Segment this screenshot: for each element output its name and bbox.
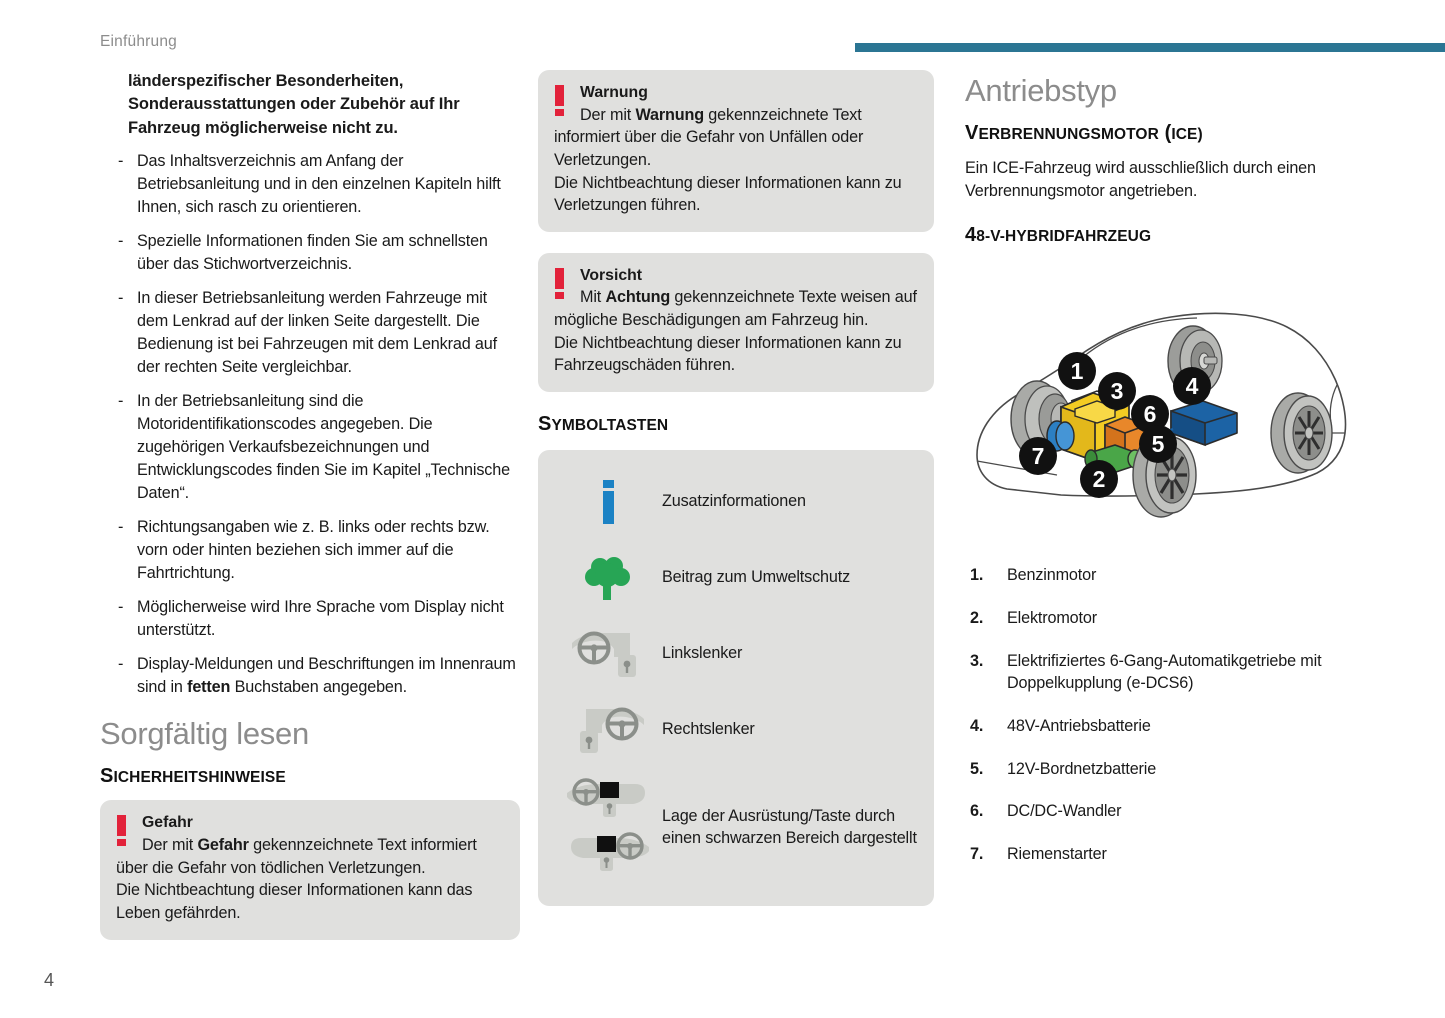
alert-body-prefix: Der mit [580,105,636,124]
component-list [965,564,1365,865]
column-one [100,70,520,961]
page-number: 4 [44,970,55,990]
lead-paragraph: länderspezifischer Besonderheiten, Sonderausstattungen oder Zubehör auf Ihr Fahrzeug möglicherweise nicht zu. [128,72,460,137]
svg-text:7: 7 [1031,443,1045,470]
svg-text:6: 6 [1143,401,1157,428]
exclamation-icon [555,85,564,116]
list-item-text: Riemenstarter [1007,845,1107,864]
legend-label: Zusatzinformationen [662,492,806,511]
ice-paragraph: Ein ICE-Fahrzeug wird ausschließlich durch einen Verbrennungsmotor angetrieben. [965,159,1316,200]
alert-body-suffix: gekennzeichnete Texte weisen auf mögliche Beschädigungen am Fahrzeug hin. [554,288,917,330]
subsection-ice: VERBRENNUNGSMOTOR (ICE) [965,122,1203,145]
list-item [100,653,520,699]
alert-body-suffix: gekennzeichnete Text informiert über die Gefahr von tödlichen Verletzungen. [116,835,477,877]
list-item [965,715,1365,738]
list-item-text: DC/DC-Wandler [1007,802,1122,821]
list-item [100,230,520,276]
legend-label: Lage der Ausrüstung/Taste durch einen schwarzen Bereich dargestellt [662,807,917,848]
list-item-text: Richtungsangaben wie z. B. links oder rechts bzw. vorn oder hinten beziehen sich immer auf die Fahrtrichtung. [137,518,490,583]
list-number: 2. [970,609,984,628]
rear-wheel [1271,393,1332,473]
list-item [100,150,520,219]
list-item-text: In der Betriebsanleitung sind die Motoridentifikationscodes angegeben. Die zugehörigen Verkaufsbezeichnungen und Entwicklungscodes finden Sie im Kapitel „Technische Daten“. [137,392,510,503]
alert-body [554,286,918,377]
alert-body-line2: Die Nichtbeachtung dieser Informationen kann das Leben gefährden. [116,881,473,922]
dash-marker: - [118,289,124,308]
legend-row-rhd [554,692,918,768]
callout-3 [1098,372,1136,410]
steering-wheel-left-icon [554,627,662,681]
alert-body-suffix: gekennzeichnete Text informiert über die Gefahr von Unfällen oder Verletzungen. [554,105,864,169]
alert-body [116,834,504,925]
alert-body-bold: Gefahr [197,835,249,854]
list-item [100,390,520,505]
dash-marker: - [118,598,124,617]
svg-text:4: 4 [1185,373,1199,400]
list-item [100,287,520,379]
svg-text:5: 5 [1151,431,1165,458]
alert-body-prefix: Mit [580,288,606,307]
tree-icon [554,553,662,603]
svg-text:2: 2 [1092,466,1106,493]
svg-text:1: 1 [1070,358,1084,385]
bold-word: fetten [187,678,231,697]
alert-body-bold: Achtung [605,288,671,307]
list-item-text: Display-Meldungen und Beschriftungen im Innenraum sind in fetten Buchstaben angegeben. [137,655,516,697]
legend-row-black-area [554,768,918,888]
alert-title: Warnung [580,84,648,101]
list-item-text: Benzinmotor [1007,566,1097,585]
list-number: 1. [970,566,984,585]
steering-wheel-right-icon [554,703,662,757]
legend-row-environment [554,540,918,616]
legend-label: Linkslenker [662,644,743,663]
list-item [965,650,1365,695]
callout-4 [1173,367,1211,405]
page-title-antriebstyp: Antriebstyp [965,73,1117,108]
header-rule [855,43,1445,52]
legend-row-info [554,464,918,540]
list-item [100,516,520,585]
list-number: 7. [970,845,984,864]
exclamation-icon [555,268,564,299]
info-icon [554,480,662,524]
dash-marker: - [118,655,124,674]
dash-marker: - [118,392,124,411]
legend-label: Beitrag zum Umweltschutz [662,568,851,587]
legend-label: Rechtslenker [662,720,755,739]
list-item-text: 48V-Antriebsbatterie [1007,717,1151,736]
alert-body [554,104,918,217]
list-number: 4. [970,717,984,736]
callout-1 [1058,352,1096,390]
page-title-sorgfaeltig: Sorgfältig lesen [100,716,309,752]
dash-marker: - [118,232,124,251]
list-number: 6. [970,802,984,821]
chapter-header: Einführung [100,33,177,50]
list-item [965,564,1365,587]
subsection-symboltasten: SYMBOLTASTEN [538,413,669,436]
list-item-text: Spezielle Informationen finden Sie am schnellsten über das Stichwortverzeichnis. [137,232,488,274]
subsection-hybrid: 48-V-HYBRIDFAHRZEUG [965,224,1152,247]
warning-alert-box [538,70,934,232]
list-item [965,843,1365,866]
symbol-legend-box [538,450,934,906]
list-item-text: Möglicherweise wird Ihre Sprache vom Display nicht unterstützt. [137,598,504,640]
legend-row-lhd [554,616,918,692]
list-number: 3. [970,651,984,670]
list-item-text: Elektrifiziertes 6-Gang-Automatikgetriebe mit Doppelkupplung (e-DCS6) [1007,651,1322,693]
alert-title: Vorsicht [580,266,643,284]
intro-bullet-list [100,150,520,699]
hybrid-powertrain-diagram [965,261,1365,538]
list-item-text: Elektromotor [1007,609,1097,628]
list-item [100,596,520,642]
list-item [965,758,1365,781]
dash-marker: - [118,518,124,537]
column-three [965,70,1365,886]
alert-body-prefix: Der mit [142,835,198,854]
alert-body-line2: Die Nichtbeachtung dieser Informationen kann zu Verletzungen führen. [554,173,902,215]
list-item [965,800,1365,823]
callout-7 [1019,437,1057,475]
list-item-text: In dieser Betriebsanleitung werden Fahrzeuge mit dem Lenkrad auf der linken Seite dargestellt. Die Bedienung ist bei Fahrzeugen mit dem Lenkrad auf der rechten Seite vergleichbar. [137,289,497,377]
callout-2 [1080,460,1118,498]
dash-marker: - [118,152,124,171]
exclamation-icon [117,815,126,846]
alert-title: Gefahr [142,814,193,832]
list-item-text: 12V-Bordnetzbatterie [1007,759,1157,778]
list-item [965,607,1365,630]
subsection-sicherheitshinweise: SICHERHEITSHINWEISE [100,765,286,788]
callout-5 [1139,425,1177,463]
svg-text:3: 3 [1110,378,1124,405]
list-number: 5. [970,759,984,778]
alert-body-bold: Warnung [635,105,704,124]
column-two [538,70,934,906]
caution-alert-box [538,253,934,392]
list-item-text: Das Inhaltsverzeichnis am Anfang der Betriebsanleitung und in den einzelnen Kapiteln hilft Ihnen, sich rasch zu orientieren. [137,152,501,217]
black-area-location-icon [554,777,662,879]
danger-alert-box [100,800,520,939]
alert-body-line2: Die Nichtbeachtung dieser Informationen kann zu Fahrzeugschäden führen. [554,333,902,375]
